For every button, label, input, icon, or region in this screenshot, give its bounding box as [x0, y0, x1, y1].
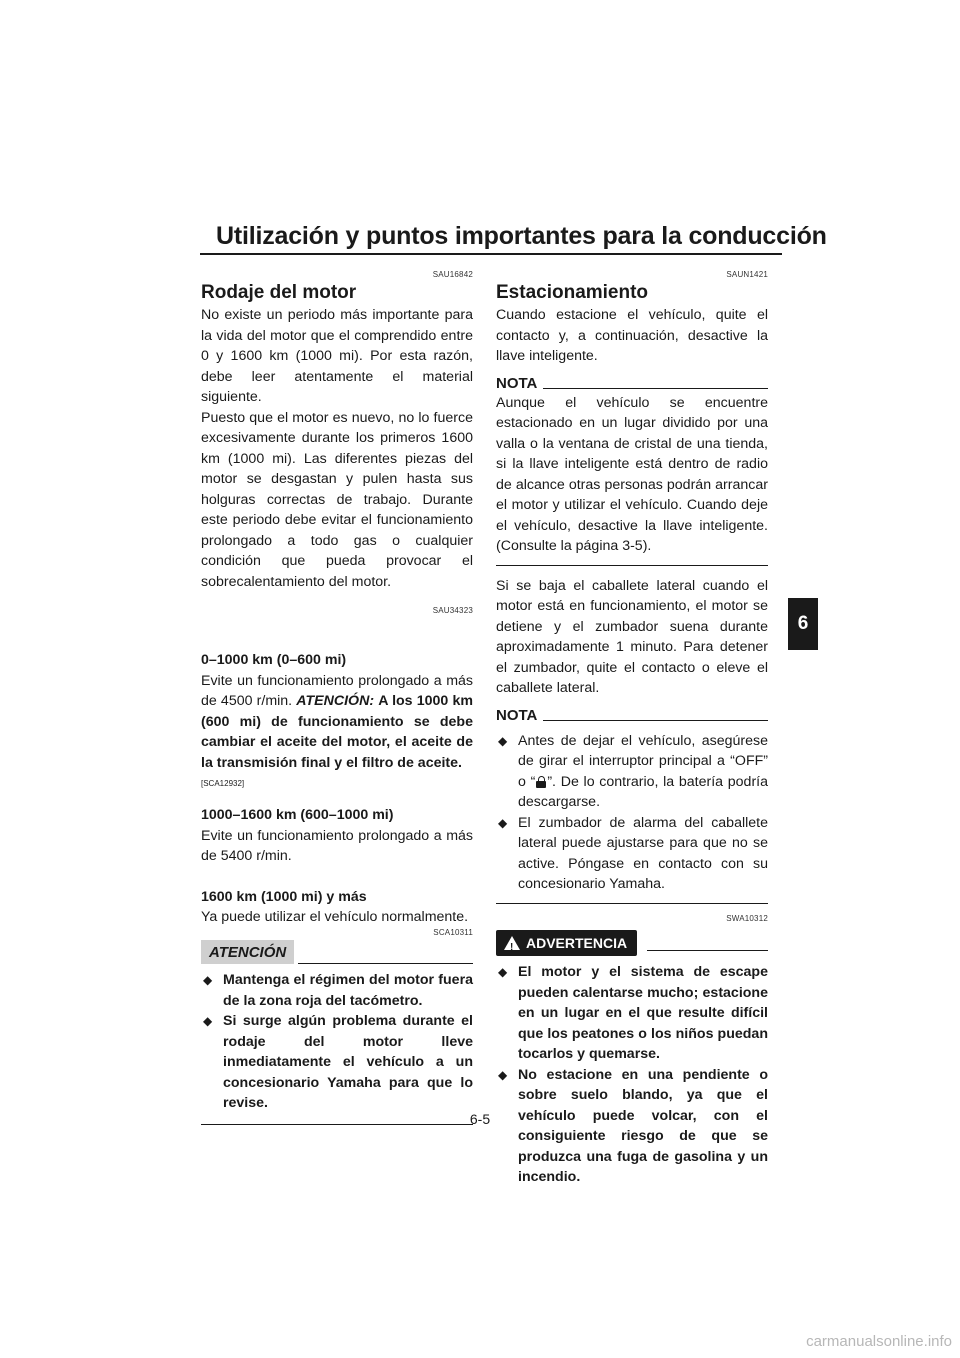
divider [543, 388, 768, 389]
text: Antes de dejar el vehículo, asegúrese de girar el interruptor principal a “OFF” o “ [518, 732, 768, 790]
page-title: Utilización y puntos importantes para la conducción [216, 222, 827, 250]
text: ”. De lo contrario, la batería podría descargarse. [518, 773, 768, 810]
divider [298, 962, 473, 964]
lock-icon [536, 776, 546, 788]
divider [496, 903, 768, 904]
section-code: SAUN1421 [726, 270, 768, 279]
paragraph: Ya puede utilizar el vehículo normalmente. [201, 909, 469, 925]
paragraph: Cuando estacione el vehículo, quite el contacto y, a continuación, desactive la llave inteligente. [496, 307, 768, 364]
section-code: SAU34323 [432, 606, 473, 615]
note-header [496, 375, 768, 393]
note-label: NOTA [496, 706, 538, 724]
divider [496, 565, 768, 566]
note-text: Aunque el vehículo se encuentre estacionado en un lugar dividido por una valla o la ventana de cristal de una tienda, si la llave inteligente está dentro de radio de alcance otras personas podrán arrancar el motor y utilizar el vehículo. Cuando deje el vehículo, desactive la llave inteligente. (Consulte la página 3-5). [496, 394, 768, 554]
subheading-1600-plus: 1600 km (1000 mi) y más [201, 888, 367, 905]
caution-label: ATENCIÓN [201, 940, 294, 965]
caution-code: SCA10311 [433, 927, 473, 937]
list-item: ◆ El motor y el sistema de escape pueden calentarse mucho; estacione en un lugar en el que resulte difícil que los peatones o los niños puedan tocarlos y quemarse. [496, 962, 768, 1065]
note-list [496, 731, 768, 895]
reference-code: [SCA12932] [201, 779, 245, 788]
warning-icon: ! [504, 936, 520, 950]
section-heading-break-in: Rodaje del motor [201, 282, 357, 303]
note-label: NOTA [496, 374, 538, 392]
warning-header [496, 930, 768, 957]
paragraph [201, 671, 473, 774]
paragraph: Si se baja el caballete lateral cuando el motor está en funcionamiento, el motor se detiene y el zumbador suena durante aproximadamente 1 minuto. Para detener el zumbador, quite el contacto o eleve el caballete lateral. [496, 577, 768, 696]
warning-code: SWA10312 [726, 913, 768, 923]
header-rule [200, 253, 782, 255]
list-item [496, 731, 768, 813]
chapter-tab: 6 [788, 598, 818, 650]
paragraph: No existe un periodo más importante para la vida del motor que el comprendido entre 0 y 1600 km (1000 mi). Por esta razón, debe leer atentamente el material siguiente. [201, 307, 473, 405]
watermark: carmanualsonline.info [806, 1333, 952, 1350]
divider [543, 720, 768, 721]
paragraph: Puesto que el motor es nuevo, no lo fuerce excesivamente durante los primeros 1600 km (1000 mi). Las diferentes piezas del motor se desgastan y pulen hasta sus holguras correctas de trabajo. Durante este periodo debe evitar el funcionamiento prolongado a todo gas o cualquier condición que pueda provocar el sobrecalentamiento del motor. [201, 409, 473, 590]
right-column [496, 270, 768, 1188]
note-header [496, 707, 768, 725]
list-item: ◆ Si surge algún problema durante el rodaje del motor lleve inmediatamente el vehículo a un concesionario Yamaha para que lo revise. [201, 1011, 473, 1114]
warning-list [496, 962, 768, 1188]
warning-badge [496, 930, 637, 957]
list-item: ◆ El zumbador de alarma del caballete lateral puede ajustarse para que no se active. Póngase en contacto con su concesionario Yamaha. [496, 813, 768, 895]
list-item: ◆ No estacione en una pendiente o sobre suelo blando, ya que el vehículo puede volcar, con el consiguiente riesgo de que se produzca una fuga de gasolina y un incendio. [496, 1065, 768, 1188]
section-code: SAU16842 [432, 270, 473, 279]
subheading-1000-1600: 1000–1600 km (600–1000 mi) [201, 807, 394, 823]
left-column [201, 270, 473, 1125]
text: Evite un funcionamiento prolongado a más de 4500 r/min. [201, 672, 473, 709]
divider [647, 950, 768, 951]
list-item: ◆ Mantenga el régimen del motor fuera de la zona roja del tacómetro. [201, 970, 473, 1011]
page-number: 6-5 [469, 1111, 491, 1127]
paragraph: Evite un funcionamiento prolongado a más de 5400 r/min. [201, 827, 473, 864]
warning-label: ADVERTENCIA [526, 934, 628, 951]
caution-header [201, 940, 473, 965]
subheading-0-1000: 0–1000 km (0–600 mi) [201, 652, 347, 668]
inline-caution-text: A los 1000 km (600 mi) de funcionamiento se debe cambiar el aceite del motor, el aceite de la transmisión final y el filtro de aceite. [201, 693, 473, 771]
inline-caution-label: ATENCIÓN: [296, 693, 375, 709]
caution-list [201, 970, 473, 1114]
section-heading-parking: Estacionamiento [496, 282, 649, 303]
